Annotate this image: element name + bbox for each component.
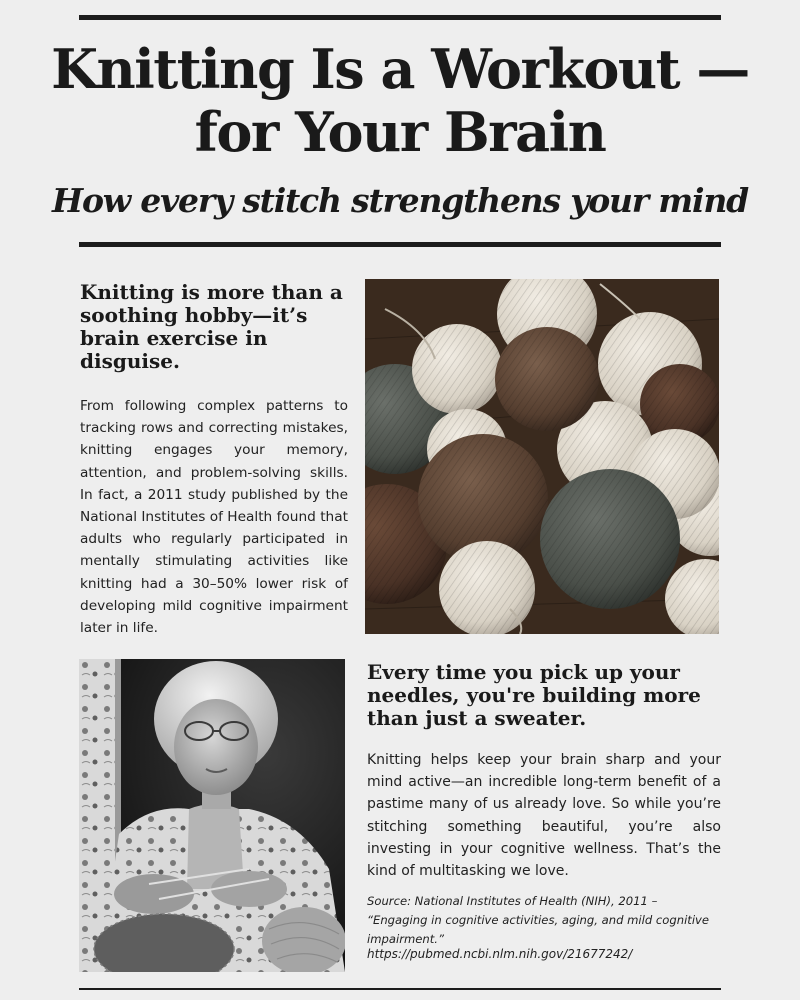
page-title: Knitting Is a Workout —for Your Brain	[51, 37, 749, 164]
source-citation: Source: National Institutes of Health (NIH), 2011 – “Engaging in cognitive activities, aging, and mild cognitive impairment.”	[367, 894, 710, 946]
section2-heading: Every time you pick up your needles, you're building more than just a sweater.	[367, 660, 701, 730]
source-link[interactable]: https://pubmed.ncbi.nlm.nih.gov/21677242/	[367, 947, 633, 961]
section1-body: From following complex patterns to tracking rows and correcting mistakes, knitting engages your memory, attention, and problem-solving skills. In fact, a 2011 study published by the National Institutes of Health found that adults who regularly participated in mentally stimulating activities like knitting had a 30–50% lower risk of developing mild cognitive impairment later in life.	[80, 398, 348, 637]
page-subtitle: How every stitch strengthens your mind	[51, 181, 748, 220]
section1-heading: Knitting is more than a soothing hobby—it’s brain exercise in disguise.	[80, 280, 343, 373]
section2-body: Knitting helps keep your brain sharp and your mind active—an incredible long-term benefit of a pastime many of us already love. So while you’re stitching something beautiful, you’re also investing in your cognitive wellness. That’s the kind of multitasking we love.	[367, 752, 721, 880]
top-rule	[79, 15, 721, 20]
knitter-photo	[79, 659, 345, 972]
yarn-photo	[365, 279, 719, 634]
yarn-illustration	[365, 279, 719, 634]
knitter-illustration	[79, 659, 345, 972]
header-divider	[79, 242, 721, 247]
bottom-rule	[79, 988, 721, 990]
